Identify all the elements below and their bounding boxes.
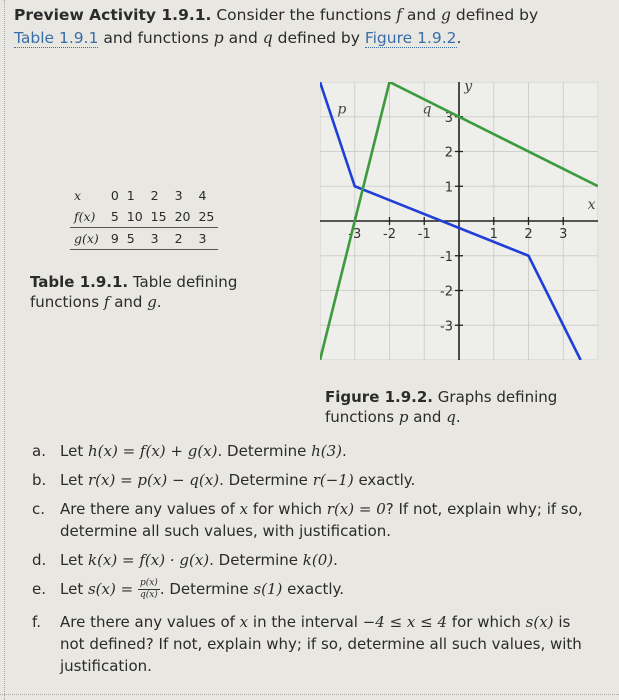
- question-item: [28, 498, 598, 542]
- math-expression: h(x) = f(x) + g(x): [87, 442, 218, 460]
- x-tick-label: -3: [348, 227, 362, 242]
- question-text: in the interval: [248, 613, 363, 631]
- math-expression: s(x): [525, 613, 554, 631]
- intro-text: defined by: [450, 6, 539, 24]
- figure-caption-text: .: [455, 408, 461, 426]
- question-text: Let: [60, 580, 88, 598]
- question-item: [28, 440, 598, 462]
- table-link[interactable]: Table 1.9.1: [14, 29, 99, 47]
- question-label: a.: [32, 442, 46, 460]
- question-item: [28, 611, 598, 677]
- question-text: exactly.: [282, 580, 344, 598]
- intro-text: defined by: [272, 29, 365, 47]
- question-text: Let: [60, 442, 88, 460]
- table-caption: [30, 272, 260, 312]
- math-q: q: [262, 29, 273, 47]
- question-label: b.: [32, 471, 47, 489]
- question-text: ? If not, explain why; if so, determine all such values, with justification.: [60, 500, 583, 540]
- figure-caption-text: and: [408, 408, 447, 426]
- table-caption-text: .: [156, 293, 162, 311]
- table-caption-text: Table defining functions: [30, 273, 238, 311]
- math-fraction: [138, 578, 160, 601]
- question-label: e.: [32, 580, 46, 598]
- table-caption-label: Table 1.9.1.: [30, 273, 129, 291]
- question-item: [28, 469, 598, 491]
- question-text: .: [342, 442, 347, 460]
- question-text: Are there any values of: [60, 613, 240, 631]
- table-cell: 3: [174, 188, 183, 203]
- table-cell: 0: [110, 188, 119, 203]
- question-text: for which: [248, 500, 327, 518]
- math-expression: x: [239, 500, 249, 518]
- figure-caption: [325, 387, 585, 427]
- intro-text: and functions: [98, 29, 214, 47]
- question-text: . Determine: [217, 442, 312, 460]
- y-tick-label: 1: [444, 180, 453, 196]
- math-expression: k(x) = f(x) · g(x): [87, 551, 210, 569]
- table-cell: 2: [150, 188, 159, 203]
- table-cell: 2: [171, 228, 195, 250]
- math-g: g: [147, 293, 157, 311]
- table-cell: 1: [126, 188, 135, 203]
- row-label: g(x): [70, 228, 107, 250]
- table-cell: 4: [198, 188, 207, 203]
- intro-text: .: [456, 29, 462, 47]
- intro-text: and: [223, 29, 263, 47]
- activity-intro: [14, 4, 614, 50]
- activity-title: Preview Activity 1.9.1.: [14, 6, 212, 24]
- question-text: exactly.: [353, 471, 416, 489]
- table-cell: 15: [147, 206, 171, 228]
- question-item: [28, 578, 598, 601]
- math-expression: −4 ≤ x ≤ 4: [362, 613, 448, 631]
- math-expression: s(1): [253, 580, 283, 598]
- table-cell: 20: [171, 206, 195, 228]
- question-text: . Determine: [219, 471, 313, 489]
- page-bottom-edge: [0, 694, 619, 695]
- question-text: Let: [60, 471, 88, 489]
- math-expression: x: [239, 613, 249, 631]
- y-tick-label: -1: [440, 249, 453, 265]
- x-tick-label: -2: [383, 227, 396, 242]
- fraction-denominator: q(x): [139, 590, 158, 600]
- question-label: f.: [32, 613, 41, 631]
- y-tick-label: -3: [440, 319, 453, 335]
- function-table: [70, 185, 218, 250]
- curve-label-p: p: [337, 101, 347, 118]
- table-row: [70, 185, 218, 206]
- table-cell: 25: [194, 206, 218, 228]
- table-cell: 9: [107, 228, 123, 250]
- question-text: for which: [447, 613, 526, 631]
- question-text: Let: [60, 551, 88, 569]
- math-p: p: [398, 408, 409, 426]
- question-text: . Determine: [159, 580, 254, 598]
- math-expression: r(x) = 0: [326, 500, 386, 518]
- math-expression: k(0): [302, 551, 334, 569]
- x-axis-label: x: [587, 196, 596, 213]
- table-cell: 5: [107, 206, 123, 228]
- question-label: c.: [32, 500, 46, 518]
- math-q: q: [446, 408, 456, 426]
- math-p: p: [213, 29, 224, 47]
- x-tick-label: 3: [559, 227, 568, 242]
- y-tick-label: 3: [444, 110, 453, 126]
- figure-caption-text: Graphs defining functions: [325, 388, 558, 426]
- curve-label-q: q: [422, 101, 432, 118]
- x-tick-label: -1: [417, 227, 431, 242]
- question-text: .: [333, 551, 338, 569]
- table-row: [70, 206, 218, 228]
- math-expression: h(3): [311, 442, 343, 460]
- page-edge: [0, 0, 5, 700]
- intro-text: and: [401, 6, 441, 24]
- table-cell: 3: [147, 228, 171, 250]
- figure-caption-label: Figure 1.9.2.: [325, 388, 434, 406]
- math-g: g: [440, 6, 451, 24]
- figure-link[interactable]: Figure 1.9.2: [364, 29, 457, 47]
- table-cell: 10: [123, 206, 147, 228]
- x-tick-label: 2: [524, 227, 533, 242]
- activity-questions: [28, 440, 598, 684]
- question-text: Are there any values of: [60, 500, 240, 518]
- y-axis-label: y: [464, 82, 473, 95]
- math-expression: s(x) =: [87, 580, 138, 598]
- math-expression: r(x) = p(x) − q(x): [87, 471, 220, 489]
- row-label: f(x): [70, 206, 107, 228]
- y-tick-label: -2: [440, 284, 453, 300]
- question-text: is not defined? If not, explain why; if so, determine all such values, with justification.: [60, 613, 582, 675]
- x-tick-label: 1: [489, 227, 498, 242]
- table-row: [70, 228, 218, 250]
- table-cell: 3: [194, 228, 218, 250]
- table-caption-text: and: [109, 293, 148, 311]
- math-f: f: [103, 293, 110, 311]
- question-label: d.: [32, 551, 47, 569]
- math-expression: r(−1): [312, 471, 354, 489]
- math-f: f: [396, 6, 402, 24]
- y-tick-label: 2: [444, 145, 453, 161]
- question-item: [28, 549, 598, 571]
- question-text: . Determine: [209, 551, 303, 569]
- row-label: x: [74, 188, 82, 203]
- table-cell: 5: [123, 228, 147, 250]
- graph-p-q: [320, 82, 598, 360]
- intro-text: Consider the functions: [211, 6, 397, 24]
- fraction-numerator: p(x): [139, 578, 158, 588]
